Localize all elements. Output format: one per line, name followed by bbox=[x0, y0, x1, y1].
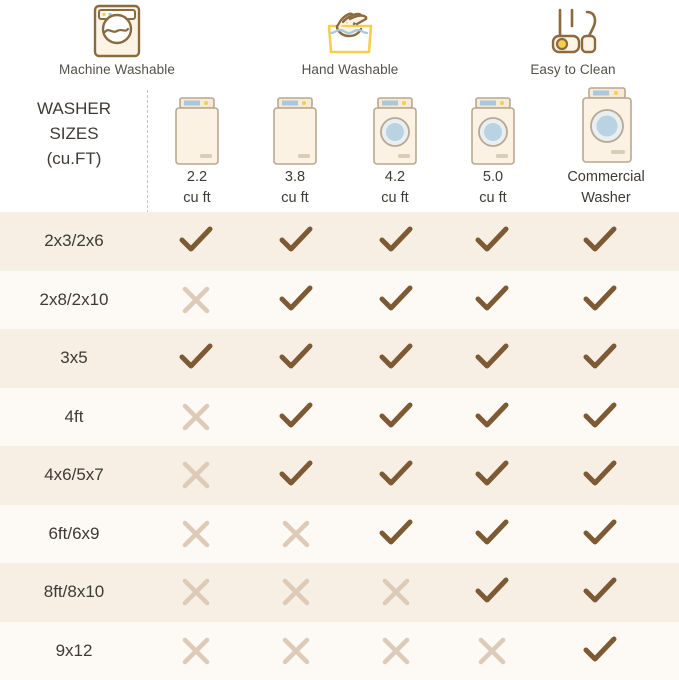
cross-icon bbox=[176, 631, 216, 671]
column-label-line2: Washer bbox=[540, 189, 672, 208]
row-label: 8ft/8x10 bbox=[0, 582, 148, 602]
corner-line-1: WASHER bbox=[0, 96, 148, 121]
check-icon bbox=[580, 397, 620, 437]
row-cells bbox=[148, 446, 679, 505]
cross-icon bbox=[176, 514, 216, 554]
cross-icon bbox=[276, 631, 316, 671]
check-icon bbox=[580, 514, 620, 554]
check-icon bbox=[472, 455, 512, 495]
feature-label: Easy to Clean bbox=[498, 62, 648, 77]
row-label: 2x3/2x6 bbox=[0, 231, 148, 251]
check-icon bbox=[376, 397, 416, 437]
cross-icon bbox=[276, 514, 316, 554]
cross-icon bbox=[472, 631, 512, 671]
row-label: 9x12 bbox=[0, 641, 148, 661]
check-icon bbox=[176, 338, 216, 378]
column-header-42 bbox=[350, 88, 440, 208]
table-row bbox=[0, 563, 679, 622]
check-icon bbox=[376, 338, 416, 378]
column-header-38 bbox=[250, 88, 340, 208]
top-load-washer-icon bbox=[250, 88, 340, 166]
feature-easy-to-clean bbox=[498, 0, 648, 77]
check-icon bbox=[376, 514, 416, 554]
row-label: 6ft/6x9 bbox=[0, 524, 148, 544]
check-icon bbox=[472, 514, 512, 554]
cross-icon bbox=[276, 572, 316, 612]
feature-machine-washable bbox=[42, 0, 192, 77]
check-icon bbox=[472, 221, 512, 261]
column-label-line1: 4.2 bbox=[350, 168, 440, 187]
column-header-50 bbox=[448, 88, 538, 208]
row-cells bbox=[148, 505, 679, 564]
table-row bbox=[0, 505, 679, 564]
column-label-line2: cu ft bbox=[152, 189, 242, 208]
row-label: 2x8/2x10 bbox=[0, 290, 148, 310]
check-icon bbox=[580, 221, 620, 261]
check-icon bbox=[276, 338, 316, 378]
top-load-washer-icon bbox=[152, 88, 242, 166]
check-icon bbox=[472, 572, 512, 612]
row-label: 4x6/5x7 bbox=[0, 465, 148, 485]
column-label-line2: cu ft bbox=[448, 189, 538, 208]
feature-hand-washable bbox=[275, 0, 425, 77]
check-icon bbox=[472, 280, 512, 320]
check-icon bbox=[276, 397, 316, 437]
check-icon bbox=[176, 221, 216, 261]
feature-icon-row bbox=[0, 0, 679, 88]
feature-label: Machine Washable bbox=[42, 62, 192, 77]
row-cells bbox=[148, 271, 679, 330]
corner-line-3: (cu.FT) bbox=[0, 146, 148, 171]
column-label-line2: cu ft bbox=[350, 189, 440, 208]
check-icon bbox=[580, 338, 620, 378]
row-label: 4ft bbox=[0, 407, 148, 427]
corner-title bbox=[0, 96, 148, 171]
cross-icon bbox=[376, 572, 416, 612]
table-row bbox=[0, 388, 679, 447]
cross-icon bbox=[176, 280, 216, 320]
column-label-line1: Commercial bbox=[540, 168, 672, 187]
check-icon bbox=[376, 280, 416, 320]
row-cells bbox=[148, 212, 679, 271]
check-icon bbox=[376, 455, 416, 495]
washer-size-header bbox=[0, 88, 679, 212]
table-row bbox=[0, 622, 679, 680]
check-icon bbox=[580, 572, 620, 612]
cross-icon bbox=[176, 572, 216, 612]
row-cells bbox=[148, 329, 679, 388]
check-icon bbox=[276, 280, 316, 320]
table-row bbox=[0, 446, 679, 505]
commercial-washer-icon bbox=[540, 88, 672, 166]
comparison-rows bbox=[0, 212, 679, 680]
column-header-22 bbox=[152, 88, 242, 208]
easy-to-clean-icon bbox=[498, 0, 648, 62]
check-icon bbox=[276, 221, 316, 261]
check-icon bbox=[472, 397, 512, 437]
cross-icon bbox=[176, 455, 216, 495]
cross-icon bbox=[176, 397, 216, 437]
column-header-commercial bbox=[540, 88, 672, 208]
feature-label: Hand Washable bbox=[275, 62, 425, 77]
row-cells bbox=[148, 622, 679, 680]
check-icon bbox=[472, 338, 512, 378]
column-label-line1: 5.0 bbox=[448, 168, 538, 187]
hand-washable-icon bbox=[275, 0, 425, 62]
table-row bbox=[0, 212, 679, 271]
check-icon bbox=[376, 221, 416, 261]
check-icon bbox=[276, 455, 316, 495]
machine-washable-icon bbox=[42, 0, 192, 62]
cross-icon bbox=[376, 631, 416, 671]
check-icon bbox=[580, 455, 620, 495]
check-icon bbox=[580, 631, 620, 671]
table-row bbox=[0, 271, 679, 330]
front-load-washer-icon bbox=[350, 88, 440, 166]
check-icon bbox=[580, 280, 620, 320]
column-label-line1: 3.8 bbox=[250, 168, 340, 187]
column-label-line2: cu ft bbox=[250, 189, 340, 208]
front-load-washer-icon bbox=[448, 88, 538, 166]
table-row bbox=[0, 329, 679, 388]
row-cells bbox=[148, 563, 679, 622]
corner-line-2: SIZES bbox=[0, 121, 148, 146]
column-label-line1: 2.2 bbox=[152, 168, 242, 187]
row-label: 3x5 bbox=[0, 348, 148, 368]
row-cells bbox=[148, 388, 679, 447]
